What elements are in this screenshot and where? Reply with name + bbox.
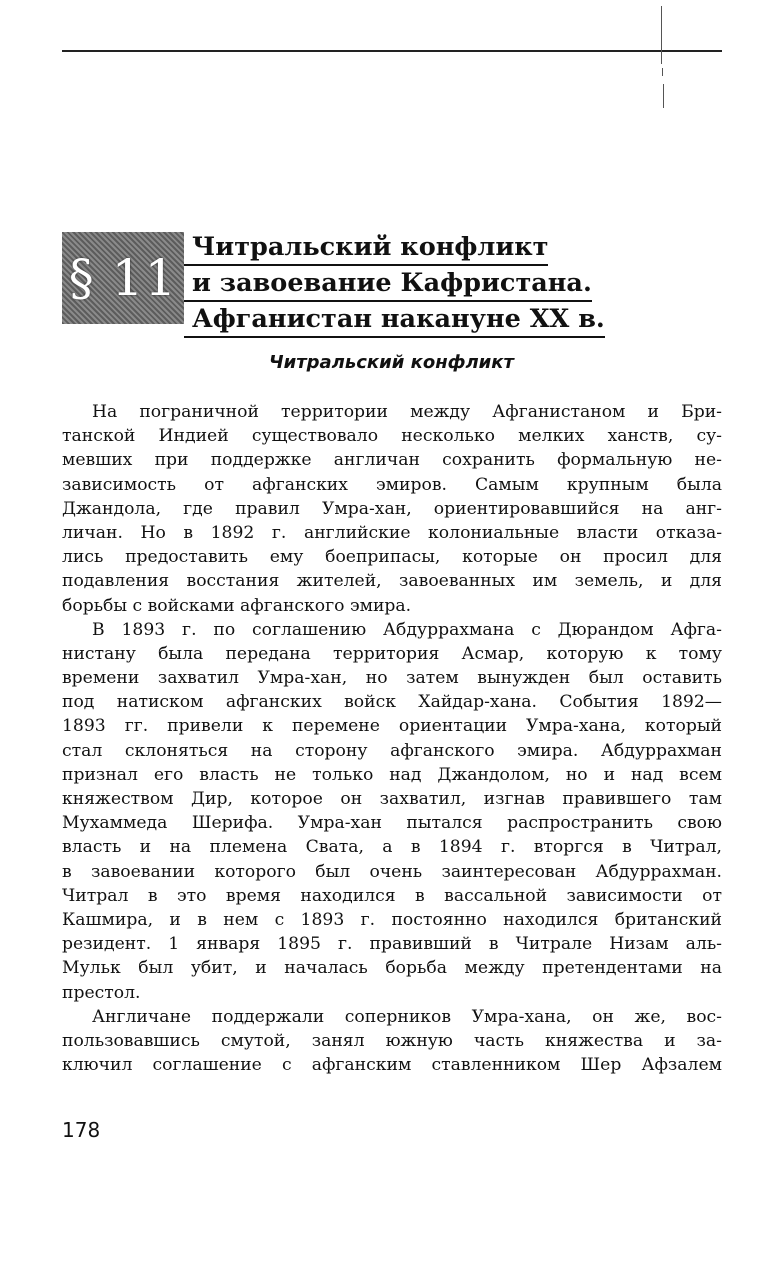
text-line: ключил соглашение с афганским ставленником Шер Афзалем (62, 1055, 722, 1076)
text-line: власть и на племена Свата, а в 1894 г. вторгся в Читрал, (62, 837, 722, 858)
section-title-line: Читральский конфликт (184, 230, 548, 266)
text-line: подавления восстания жителей, завоеванных им земель, и для (62, 571, 722, 592)
text-line: танской Индией существовало несколько мелких ханств, су- (62, 426, 722, 447)
text-line: Джандола, где правил Умра-хан, ориентировавшийся на анг- (62, 498, 722, 519)
text-line: нистану была передана территория Асмар, которую к тому (62, 643, 722, 664)
text-line: зависимость от афганских эмиров. Самым крупным была (62, 474, 722, 495)
text-line: Мухаммеда Шерифа. Умра-хан пытался распространить свою (62, 813, 722, 834)
text-line: стал склоняться на сторону афганского эмира. Абдуррахман (62, 740, 722, 761)
section-title-line: Афганистан накануне XX в. (184, 302, 605, 338)
text-line: борьбы с войсками афганского эмира. (62, 595, 412, 616)
text-line: мевших при поддержке англичан сохранить формальную не- (62, 450, 722, 471)
text-line: Мульк был убит, и началась борьба между претендентами на (62, 958, 722, 979)
page-number: 178 (62, 1118, 101, 1142)
scan-edge-mark (661, 6, 662, 64)
section-number-block (62, 232, 184, 324)
text-line: В 1893 г. по соглашению Абдуррахмана с Дюрандом Афга- (92, 619, 722, 640)
text-line: княжеством Дир, которое он захватил, изгнав правившего там (62, 789, 722, 809)
text-line: лись предоставить ему боеприпасы, которые он просил для (62, 547, 722, 568)
scan-edge-mark (662, 68, 663, 76)
text-line: резидент. 1 января 1895 г. правивший в Читрале Низам аль- (62, 934, 722, 955)
text-line: личан. Но в 1892 г. английские колониальные власти отказа- (62, 522, 722, 543)
text-line: пользовавшись смутой, занял южную часть княжества и за- (62, 1030, 722, 1051)
header-rule (62, 50, 722, 52)
section-number: § 11 (68, 249, 178, 307)
text-line: под натиском афганских войск Хайдар-хана. События 1892— (62, 692, 722, 713)
text-line: признал его власть не только над Джандолом, но и над всем (62, 764, 722, 785)
text-line: времени захватил Умра-хан, но затем вынужден был оставить (62, 668, 722, 689)
section-title (184, 230, 624, 338)
text-line: На пограничной территории между Афганистаном и Бри- (92, 402, 722, 422)
section-title-line: и завоевание Кафристана. (184, 266, 592, 302)
subsection-heading: Читральский конфликт (269, 352, 514, 373)
text-line: 1893 гг. привели к перемене ориентации Умра-хана, который (62, 716, 722, 737)
text-line: Читрал в это время находился в вассальной зависимости от (62, 885, 722, 906)
text-line: в завоевании которого был очень заинтересован Абдуррахман. (62, 861, 722, 882)
scan-edge-mark (663, 84, 664, 108)
text-line: престол. (62, 982, 141, 1003)
body-text (62, 400, 722, 1077)
text-line: Кашмира, и в нем с 1893 г. постоянно находился британский (62, 909, 722, 930)
text-line: Англичане поддержали соперников Умра-хана, он же, вос- (92, 1006, 722, 1027)
